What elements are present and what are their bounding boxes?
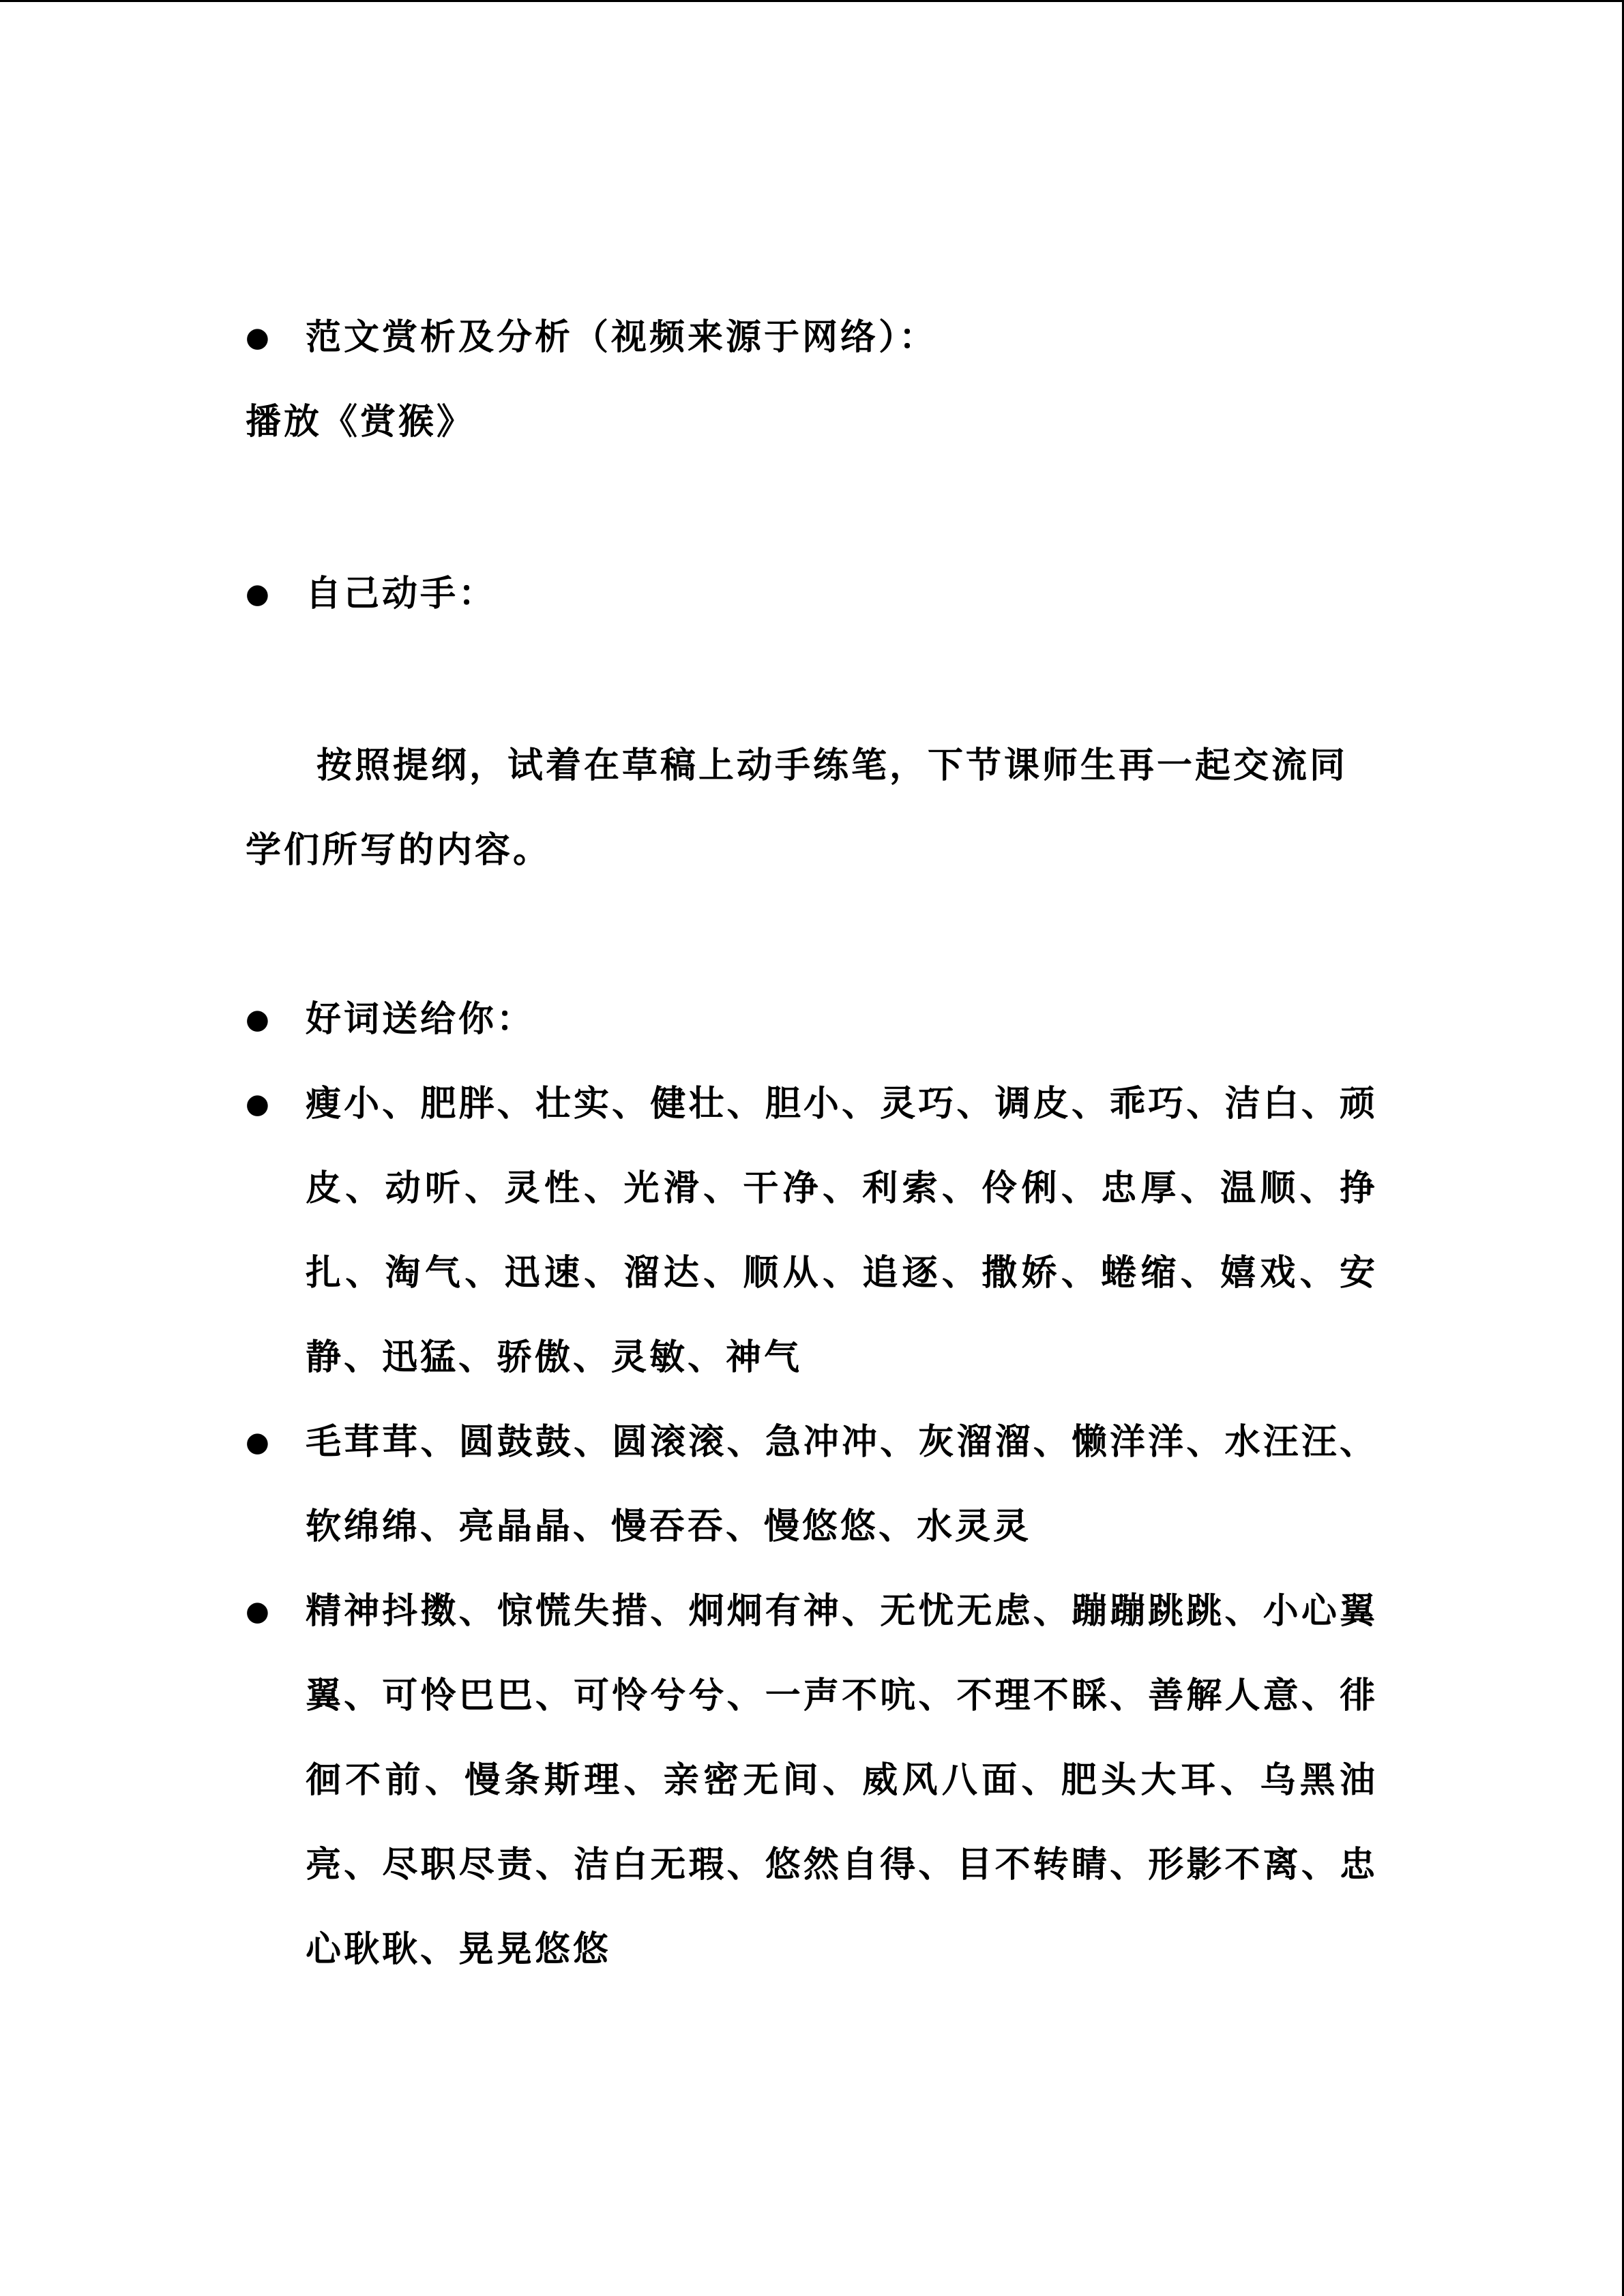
- word-list-text: 瘦小、肥胖、壮实、健壮、胆小、灵巧、调皮、乖巧、洁白、顽皮、动听、灵性、光滑、干净、利索、伶俐、忠厚、温顺、挣扎、淘气、迅速、溜达、顺从、追逐、撒娇、蜷缩、嬉戏、安静、迅猛、骄傲、灵敏、神气: [306, 1083, 1378, 1378]
- word-list-reduplicated: [246, 1400, 1378, 1569]
- bullet-icon: ●: [246, 1426, 272, 1458]
- try-yourself-paragraph: 按照提纲，试着在草稿上动手练笔，下节课师生再一起交流同学们所写的内容。: [246, 745, 1348, 871]
- model-essay-heading-row: [246, 295, 1378, 380]
- word-list-idioms: [246, 1569, 1378, 1992]
- word-list-adjectives: [246, 1062, 1378, 1400]
- bullet-icon: ●: [246, 321, 272, 353]
- page-content: [246, 295, 1378, 1992]
- bullet-icon: ●: [246, 1595, 272, 1627]
- try-yourself-heading: 自己动手：: [306, 573, 497, 614]
- play-video-line: 播放《赏猴》: [246, 401, 475, 443]
- model-essay-heading: 范文赏析及分析（视频来源于网络）：: [306, 316, 938, 358]
- bullet-icon: ●: [246, 1088, 272, 1120]
- word-list-text: 精神抖擞、惊慌失措、炯炯有神、无忧无虑、蹦蹦跳跳、小心翼翼、可怜巴巴、可怜兮兮、一声不吭、不理不睬、善解人意、徘徊不前、慢条斯理、亲密无间、威风八面、肥头大耳、乌黑油亮、尽职尽责、洁白无瑕、悠然自得、目不转睛、形影不离、忠心耿耿、晃晃悠悠: [306, 1590, 1378, 1970]
- try-yourself-heading-row: [246, 552, 1378, 636]
- good-words-heading-row: [246, 977, 1378, 1062]
- bullet-icon: ●: [246, 578, 272, 610]
- word-list-text: 毛茸茸、圆鼓鼓、圆滚滚、急冲冲、灰溜溜、懒洋洋、水汪汪、软绵绵、亮晶晶、慢吞吞、慢悠悠、水灵灵: [306, 1421, 1378, 1547]
- bullet-icon: ●: [246, 1003, 272, 1035]
- good-words-heading: 好词送给你：: [306, 998, 535, 1040]
